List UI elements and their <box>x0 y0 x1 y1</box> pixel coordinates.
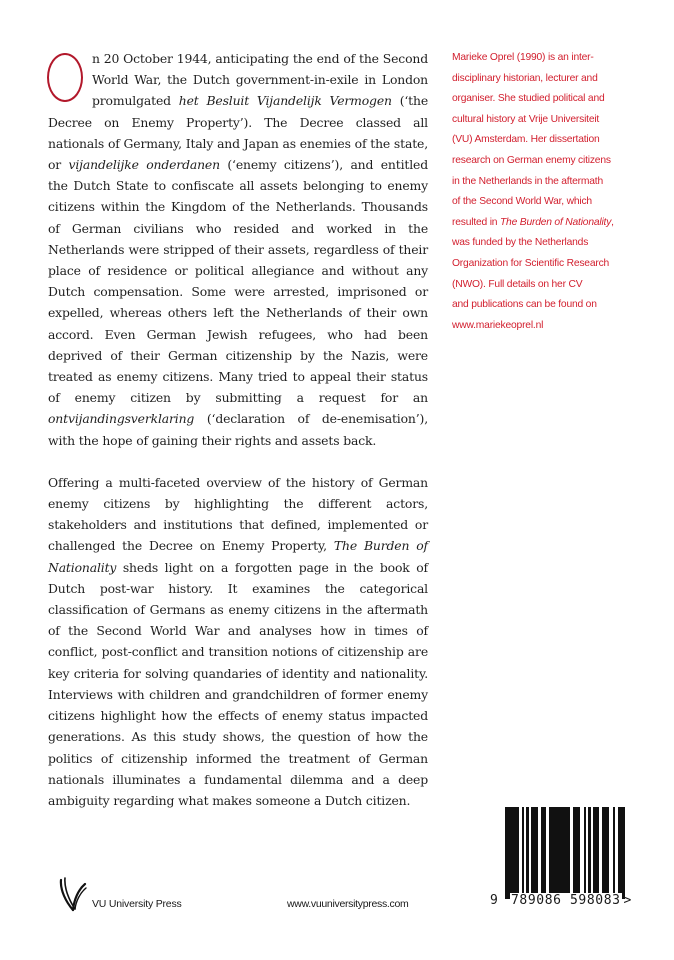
blurb-paragraph-2 <box>48 472 428 811</box>
bio-line: research on German enemy citizens <box>452 154 611 166</box>
blurb-italic-term: vijandelijke onderdanen <box>68 157 220 173</box>
bio-line: was funded by the Netherlands <box>452 237 589 249</box>
blurb-text: (‘declaration of de-enemisation’), with the hope of gaining their rights and assets back. <box>48 411 428 448</box>
isbn-digits: 789086 598083 <box>511 893 621 908</box>
publisher-name: VU University Press <box>92 898 182 910</box>
vu-logo-icon <box>58 876 88 912</box>
barcode-bar <box>531 807 538 899</box>
blurb-italic-term: het Besluit Vijandelijk Vermogen <box>178 93 392 109</box>
blurb-text: (‘enemy citizens’), and entitled the Dutch State to confiscate all assets belonging to enemy citizens within the Kingdom of the Netherlands. Thousands of German civilians who resided and worked in the Netherlands were stripped of their assets, regardless of their place of residence or political allegiance and without any Dutch compensation. Some were arrested, imprisoned or expelled, whereas others left the Netherlands of their own accord. Even German Jewish refugees, who had been deprived of their German citizenship by the Nazis, were treated as enemy citizens. Many tried to appeal their status of enemy citizen by submitting a request for an <box>48 157 428 406</box>
bio-text: , <box>611 216 614 228</box>
blurb-text: Offering a multi-faceted overview of the history of German enemy citizens by highlighting the different actors, stakeholders and institutions that defined, implemented or challenged the Decree on Enemy Property, <box>48 474 428 554</box>
blurb-text: sheds light on a forgotten page in the book of Dutch post-war history. It examines the categorical classification of Germans as enemy citizens in the aftermath of the Second World War and analyses how in times of conflict, post-conflict and transition notions of citizenship are key criteria for solving quandaries of identity and nationality. Interviews with children and grandchildren of former enemy citizens highlight how the effects of enemy status impacted generations. As this study shows, the question of how the politics of citizenship informed the treatment of German nationals illuminates a fundamental dilemma and a deep ambiguity regarding what makes someone a Dutch citizen. <box>48 559 428 808</box>
bio-line: (NWO). Full details on her CV <box>452 278 583 290</box>
bio-line: and publications can be found on <box>452 299 597 311</box>
bio-line: of the Second World War, which <box>452 196 592 208</box>
barcode-bar <box>522 807 524 899</box>
barcode-bar <box>602 807 609 899</box>
isbn-prefix-digit: 9 <box>490 893 499 908</box>
bio-line <box>452 213 657 234</box>
barcode-bar <box>549 807 570 899</box>
bio-line: in the Netherlands in the aftermath <box>452 175 603 187</box>
bio-line: (VU) Amsterdam. Her dissertation <box>452 134 600 146</box>
book-title-italic: The Burden of Nationality <box>48 538 428 575</box>
author-bio <box>452 48 657 336</box>
isbn-number <box>490 893 632 908</box>
barcode-bar <box>588 807 591 899</box>
isbn-quiet-zone-marker: > <box>623 893 632 908</box>
blurb-text: (‘the Decree on Enemy Property’). The Decree classed all nationals of Germany, Italy and Japan as enemies of the state, or <box>48 93 429 173</box>
barcode-bar <box>584 807 586 899</box>
author-website-link[interactable]: www.mariekeoprel.nl <box>452 319 544 331</box>
bio-line: cultural history at Vrije Universiteit <box>452 113 600 125</box>
barcode-bar <box>573 807 580 899</box>
barcode-bar <box>526 807 529 899</box>
barcode-bar <box>618 807 625 899</box>
drop-cap-o <box>47 53 83 102</box>
isbn-barcode <box>505 807 631 899</box>
blurb-column <box>48 48 428 811</box>
barcode-bar <box>541 807 546 899</box>
barcode-bar <box>613 807 615 899</box>
barcode-bar <box>505 807 519 899</box>
bio-text: resulted in <box>452 216 500 228</box>
blurb-text: n 20 October 1944, anticipating the end of the Second World War, the Dutch government-in-exile in London promulgated <box>92 51 428 109</box>
publisher-website[interactable]: www.vuuniversitypress.com <box>287 898 409 910</box>
blurb-italic-term: ontvijandingsverklaring <box>48 411 195 427</box>
bio-line: Organization for Scientific Research <box>452 257 610 269</box>
bio-book-title: The Burden of Nationality <box>499 216 612 228</box>
bio-line: Marieke Oprel (1990) is an inter- <box>452 52 594 63</box>
blurb-paragraph-1 <box>48 48 428 451</box>
barcode-bar <box>593 807 599 899</box>
bio-line: disciplinary historian, lecturer and <box>452 72 598 84</box>
bio-line: organiser. She studied political and <box>452 93 605 105</box>
